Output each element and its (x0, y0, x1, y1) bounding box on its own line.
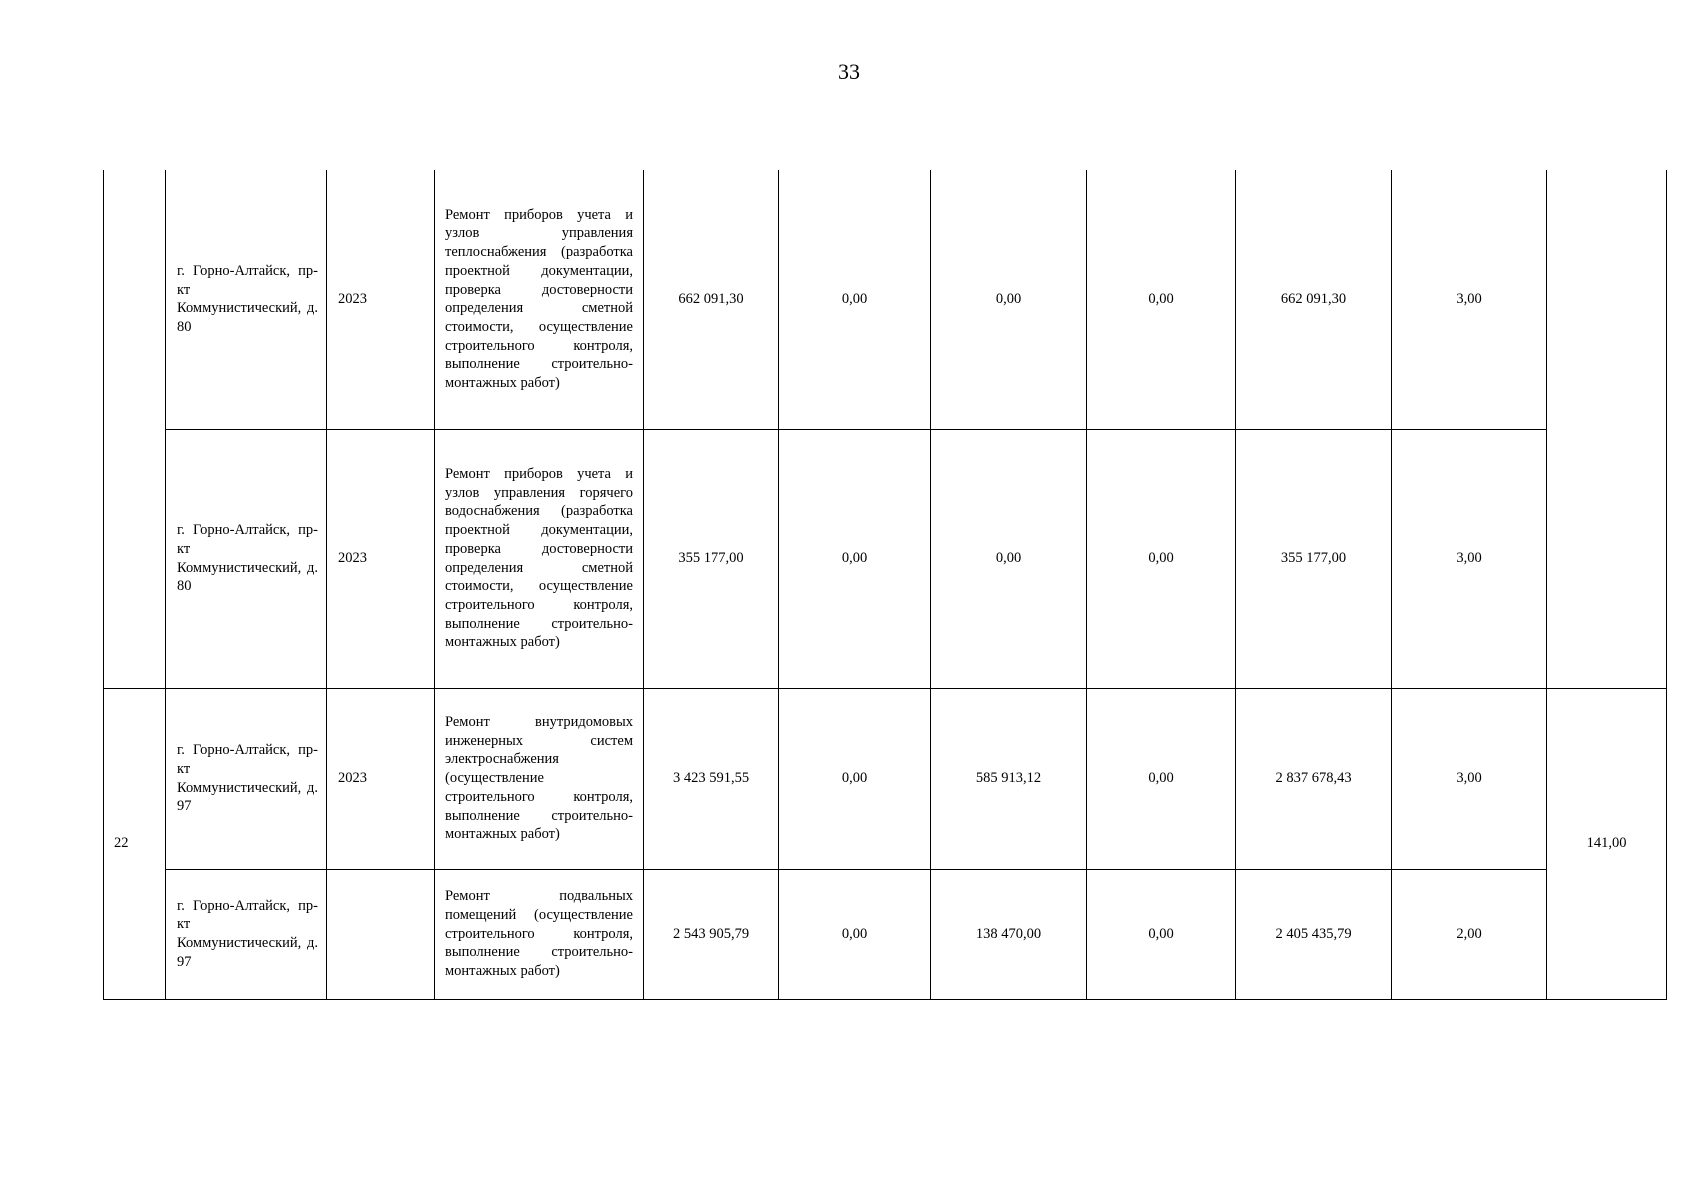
work-description-cell: Ремонт подвальных помещений (осуществление строительного контроля, выполнение строительно-монтажных работ) (435, 869, 644, 999)
value-cell-3: 0,00 (1087, 170, 1236, 429)
table-row (104, 170, 1667, 429)
total-cost-cell: 355 177,00 (644, 429, 779, 688)
address-cell: г. Горно-Алтайск, пр-кт Коммунистический, д. 80 (166, 429, 327, 688)
work-description-cell: Ремонт внутридомовых инженерных систем электроснабжения (осуществление строительного контроля, выполнение строительно-монтажных работ) (435, 688, 644, 869)
value-cell-1: 0,00 (779, 869, 931, 999)
address-cell: г. Горно-Алтайск, пр-кт Коммунистический, д. 80 (166, 170, 327, 429)
value-cell-4: 2 837 678,43 (1236, 688, 1392, 869)
index-cell-empty (104, 170, 166, 688)
group-value-cell: 141,00 (1547, 688, 1667, 999)
total-cost-cell: 2 543 905,79 (644, 869, 779, 999)
value-cell-5: 2,00 (1392, 869, 1547, 999)
value-cell-1: 0,00 (779, 170, 931, 429)
value-cell-2: 0,00 (931, 429, 1087, 688)
work-description-cell: Ремонт приборов учета и узлов управления горячего водоснабжения (разработка проектной документации, проверка достоверности определения сметной стоимости, осуществление строительного контроля, выполнение строительно-монтажных работ) (435, 429, 644, 688)
value-cell-3: 0,00 (1087, 869, 1236, 999)
value-cell-3: 0,00 (1087, 688, 1236, 869)
year-cell: 2023 (327, 688, 435, 869)
value-cell-2: 138 470,00 (931, 869, 1087, 999)
year-cell: 2023 (327, 429, 435, 688)
value-cell-1: 0,00 (779, 429, 931, 688)
value-cell-4: 2 405 435,79 (1236, 869, 1392, 999)
value-cell-2: 0,00 (931, 170, 1087, 429)
work-description-cell: Ремонт приборов учета и узлов управления теплоснабжения (разработка проектной документации, проверка достоверности определения сметной стоимости, осуществление строительного контроля, выполнение строительно-монтажных работ) (435, 170, 644, 429)
year-cell: 2023 (327, 170, 435, 429)
total-cost-cell: 662 091,30 (644, 170, 779, 429)
value-cell-5: 3,00 (1392, 429, 1547, 688)
value-cell-2: 585 913,12 (931, 688, 1087, 869)
group-value-cell-empty (1547, 170, 1667, 688)
value-cell-4: 662 091,30 (1236, 170, 1392, 429)
value-cell-5: 3,00 (1392, 170, 1547, 429)
value-cell-1: 0,00 (779, 688, 931, 869)
value-cell-4: 355 177,00 (1236, 429, 1392, 688)
address-cell: г. Горно-Алтайск, пр-кт Коммунистический, д. 97 (166, 869, 327, 999)
address-cell: г. Горно-Алтайск, пр-кт Коммунистический, д. 97 (166, 688, 327, 869)
value-cell-5: 3,00 (1392, 688, 1547, 869)
value-cell-3: 0,00 (1087, 429, 1236, 688)
table-row (104, 688, 1667, 869)
total-cost-cell: 3 423 591,55 (644, 688, 779, 869)
table-row (104, 869, 1667, 999)
table-row (104, 429, 1667, 688)
year-cell (327, 869, 435, 999)
repair-program-table (103, 170, 1667, 1000)
item-index-cell: 22 (104, 688, 166, 999)
page-number: 33 (838, 59, 860, 84)
